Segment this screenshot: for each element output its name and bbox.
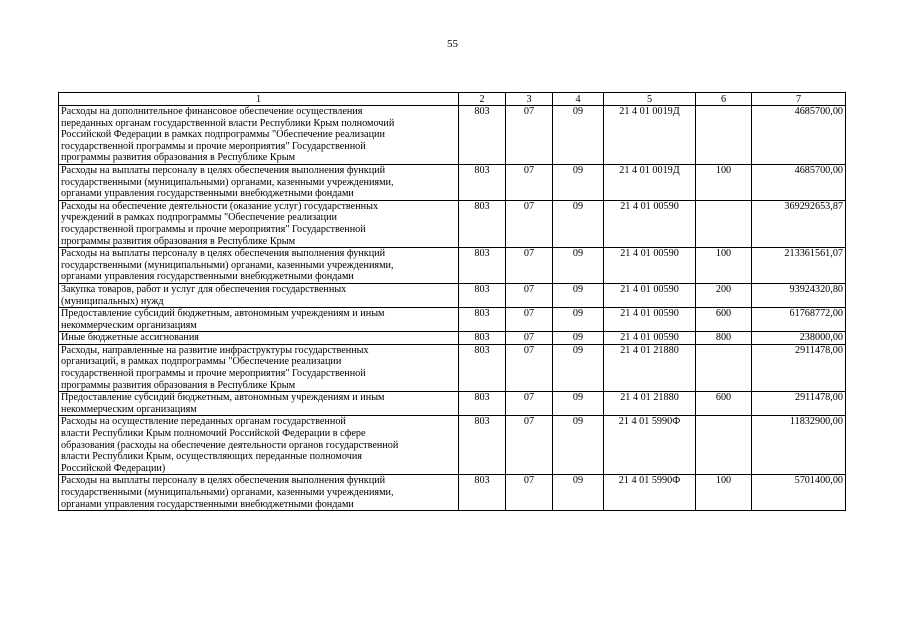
- row-description: Предоставление субсидий бюджетным, автономным учреждениям и иным некоммерческим организациям: [59, 392, 459, 416]
- table-row: [59, 248, 846, 284]
- table-row: [59, 344, 846, 391]
- row-code-target: 21 4 01 0019Д: [604, 164, 696, 200]
- row-code-expense-type: 100: [696, 164, 752, 200]
- row-code-target: 21 4 01 21880: [604, 392, 696, 416]
- row-code-expense-type: 100: [696, 475, 752, 511]
- row-code-section: 07: [506, 106, 553, 165]
- row-code-target: 21 4 01 00590: [604, 332, 696, 345]
- row-description: Расходы на выплаты персоналу в целях обеспечения выполнения функций государственными (муниципальными) органами, казенными учреждениями, органами управления государственными внебюджетными фондами: [59, 164, 459, 200]
- row-code-ministry: 803: [459, 283, 506, 307]
- table-row: [59, 283, 846, 307]
- row-code-ministry: 803: [459, 106, 506, 165]
- row-amount: 93924320,80: [752, 283, 846, 307]
- row-code-target: 21 4 01 00590: [604, 200, 696, 247]
- row-code-subsection: 09: [553, 416, 604, 475]
- table-row: [59, 392, 846, 416]
- row-description: Иные бюджетные ассигнования: [59, 332, 459, 345]
- header-col-4: 4: [553, 93, 604, 106]
- header-row: [59, 93, 846, 106]
- row-code-expense-type: 200: [696, 283, 752, 307]
- budget-table: [58, 92, 846, 511]
- row-description: Расходы на выплаты персоналу в целях обеспечения выполнения функций государственными (муниципальными) органами, казенными учреждениями, органами управления государственными внебюджетными фондами: [59, 248, 459, 284]
- row-code-subsection: 09: [553, 283, 604, 307]
- row-amount: 369292653,87: [752, 200, 846, 247]
- row-code-expense-type: 100: [696, 248, 752, 284]
- row-code-section: 07: [506, 475, 553, 511]
- row-code-expense-type: 600: [696, 392, 752, 416]
- row-code-subsection: 09: [553, 332, 604, 345]
- row-code-target: 21 4 01 00590: [604, 248, 696, 284]
- row-code-section: 07: [506, 332, 553, 345]
- table-row: [59, 475, 846, 511]
- row-code-target: 21 4 01 00590: [604, 308, 696, 332]
- row-code-ministry: 803: [459, 416, 506, 475]
- row-description: Расходы на дополнительное финансовое обеспечение осуществления переданных органам государственной власти Республики Крым полномочий Российской Федерации в рамках подпрограммы "Обеспечение реализации государственной программы и прочие мероприятия" Государственной программы развития образования в Республике Крым: [59, 106, 459, 165]
- row-description: Предоставление субсидий бюджетным, автономным учреждениям и иным некоммерческим организациям: [59, 308, 459, 332]
- table-row: [59, 106, 846, 165]
- row-code-expense-type: [696, 200, 752, 247]
- row-code-subsection: 09: [553, 392, 604, 416]
- row-code-ministry: 803: [459, 332, 506, 345]
- table-row: [59, 332, 846, 345]
- row-code-subsection: 09: [553, 248, 604, 284]
- row-amount: 238000,00: [752, 332, 846, 345]
- row-code-section: 07: [506, 248, 553, 284]
- row-amount: 4685700,00: [752, 106, 846, 165]
- row-code-expense-type: 600: [696, 308, 752, 332]
- row-code-expense-type: [696, 416, 752, 475]
- row-code-ministry: 803: [459, 248, 506, 284]
- row-code-ministry: 803: [459, 344, 506, 391]
- table-row: [59, 308, 846, 332]
- row-code-expense-type: [696, 344, 752, 391]
- row-code-target: 21 4 01 5990Ф: [604, 416, 696, 475]
- row-code-section: 07: [506, 392, 553, 416]
- row-code-ministry: 803: [459, 200, 506, 247]
- row-description: Расходы на обеспечение деятельности (оказание услуг) государственных учреждений в рамках подпрограммы "Обеспечение реализации государственной программы и прочие мероприятия" Государственной программы развития образования в Республике Крым: [59, 200, 459, 247]
- row-code-ministry: 803: [459, 392, 506, 416]
- row-code-section: 07: [506, 164, 553, 200]
- row-code-expense-type: [696, 106, 752, 165]
- table-row: [59, 416, 846, 475]
- row-code-subsection: 09: [553, 344, 604, 391]
- row-code-section: 07: [506, 200, 553, 247]
- row-code-subsection: 09: [553, 475, 604, 511]
- row-code-target: 21 4 01 5990Ф: [604, 475, 696, 511]
- header-col-2: 2: [459, 93, 506, 106]
- row-amount: 2911478,00: [752, 344, 846, 391]
- row-code-target: 21 4 01 21880: [604, 344, 696, 391]
- row-code-target: 21 4 01 00590: [604, 283, 696, 307]
- row-code-ministry: 803: [459, 164, 506, 200]
- row-amount: 61768772,00: [752, 308, 846, 332]
- header-col-1: 1: [59, 93, 459, 106]
- row-code-subsection: 09: [553, 200, 604, 247]
- row-code-section: 07: [506, 416, 553, 475]
- row-amount: 2911478,00: [752, 392, 846, 416]
- row-description: Расходы, направленные на развитие инфраструктуры государственных организаций, в рамках подпрограммы "Обеспечение реализации государственной программы и прочие мероприятия" Государственной программы развития образования в Республике Крым: [59, 344, 459, 391]
- header-col-6: 6: [696, 93, 752, 106]
- row-amount: 5701400,00: [752, 475, 846, 511]
- row-code-subsection: 09: [553, 164, 604, 200]
- table-row: [59, 164, 846, 200]
- row-code-section: 07: [506, 344, 553, 391]
- header-col-7: 7: [752, 93, 846, 106]
- table-row: [59, 200, 846, 247]
- row-description: Расходы на выплаты персоналу в целях обеспечения выполнения функций государственными (муниципальными) органами, казенными учреждениями, органами управления государственными внебюджетными фондами: [59, 475, 459, 511]
- row-code-subsection: 09: [553, 308, 604, 332]
- header-col-5: 5: [604, 93, 696, 106]
- header-col-3: 3: [506, 93, 553, 106]
- row-description: Закупка товаров, работ и услуг для обеспечения государственных (муниципальных) нужд: [59, 283, 459, 307]
- row-code-ministry: 803: [459, 475, 506, 511]
- row-code-target: 21 4 01 0019Д: [604, 106, 696, 165]
- row-code-section: 07: [506, 283, 553, 307]
- page-number: 55: [447, 38, 458, 50]
- row-code-subsection: 09: [553, 106, 604, 165]
- row-amount: 11832900,00: [752, 416, 846, 475]
- row-amount: 4685700,00: [752, 164, 846, 200]
- row-amount: 213361561,07: [752, 248, 846, 284]
- row-description: Расходы на осуществление переданных органам государственной власти Республики Крым полномочий Российской Федерации в сфере образования (расходы на обеспечение деятельности органов государственной власти Республики Крым, осуществляющих переданные полномочия Российской Федерации): [59, 416, 459, 475]
- row-code-section: 07: [506, 308, 553, 332]
- row-code-ministry: 803: [459, 308, 506, 332]
- row-code-expense-type: 800: [696, 332, 752, 345]
